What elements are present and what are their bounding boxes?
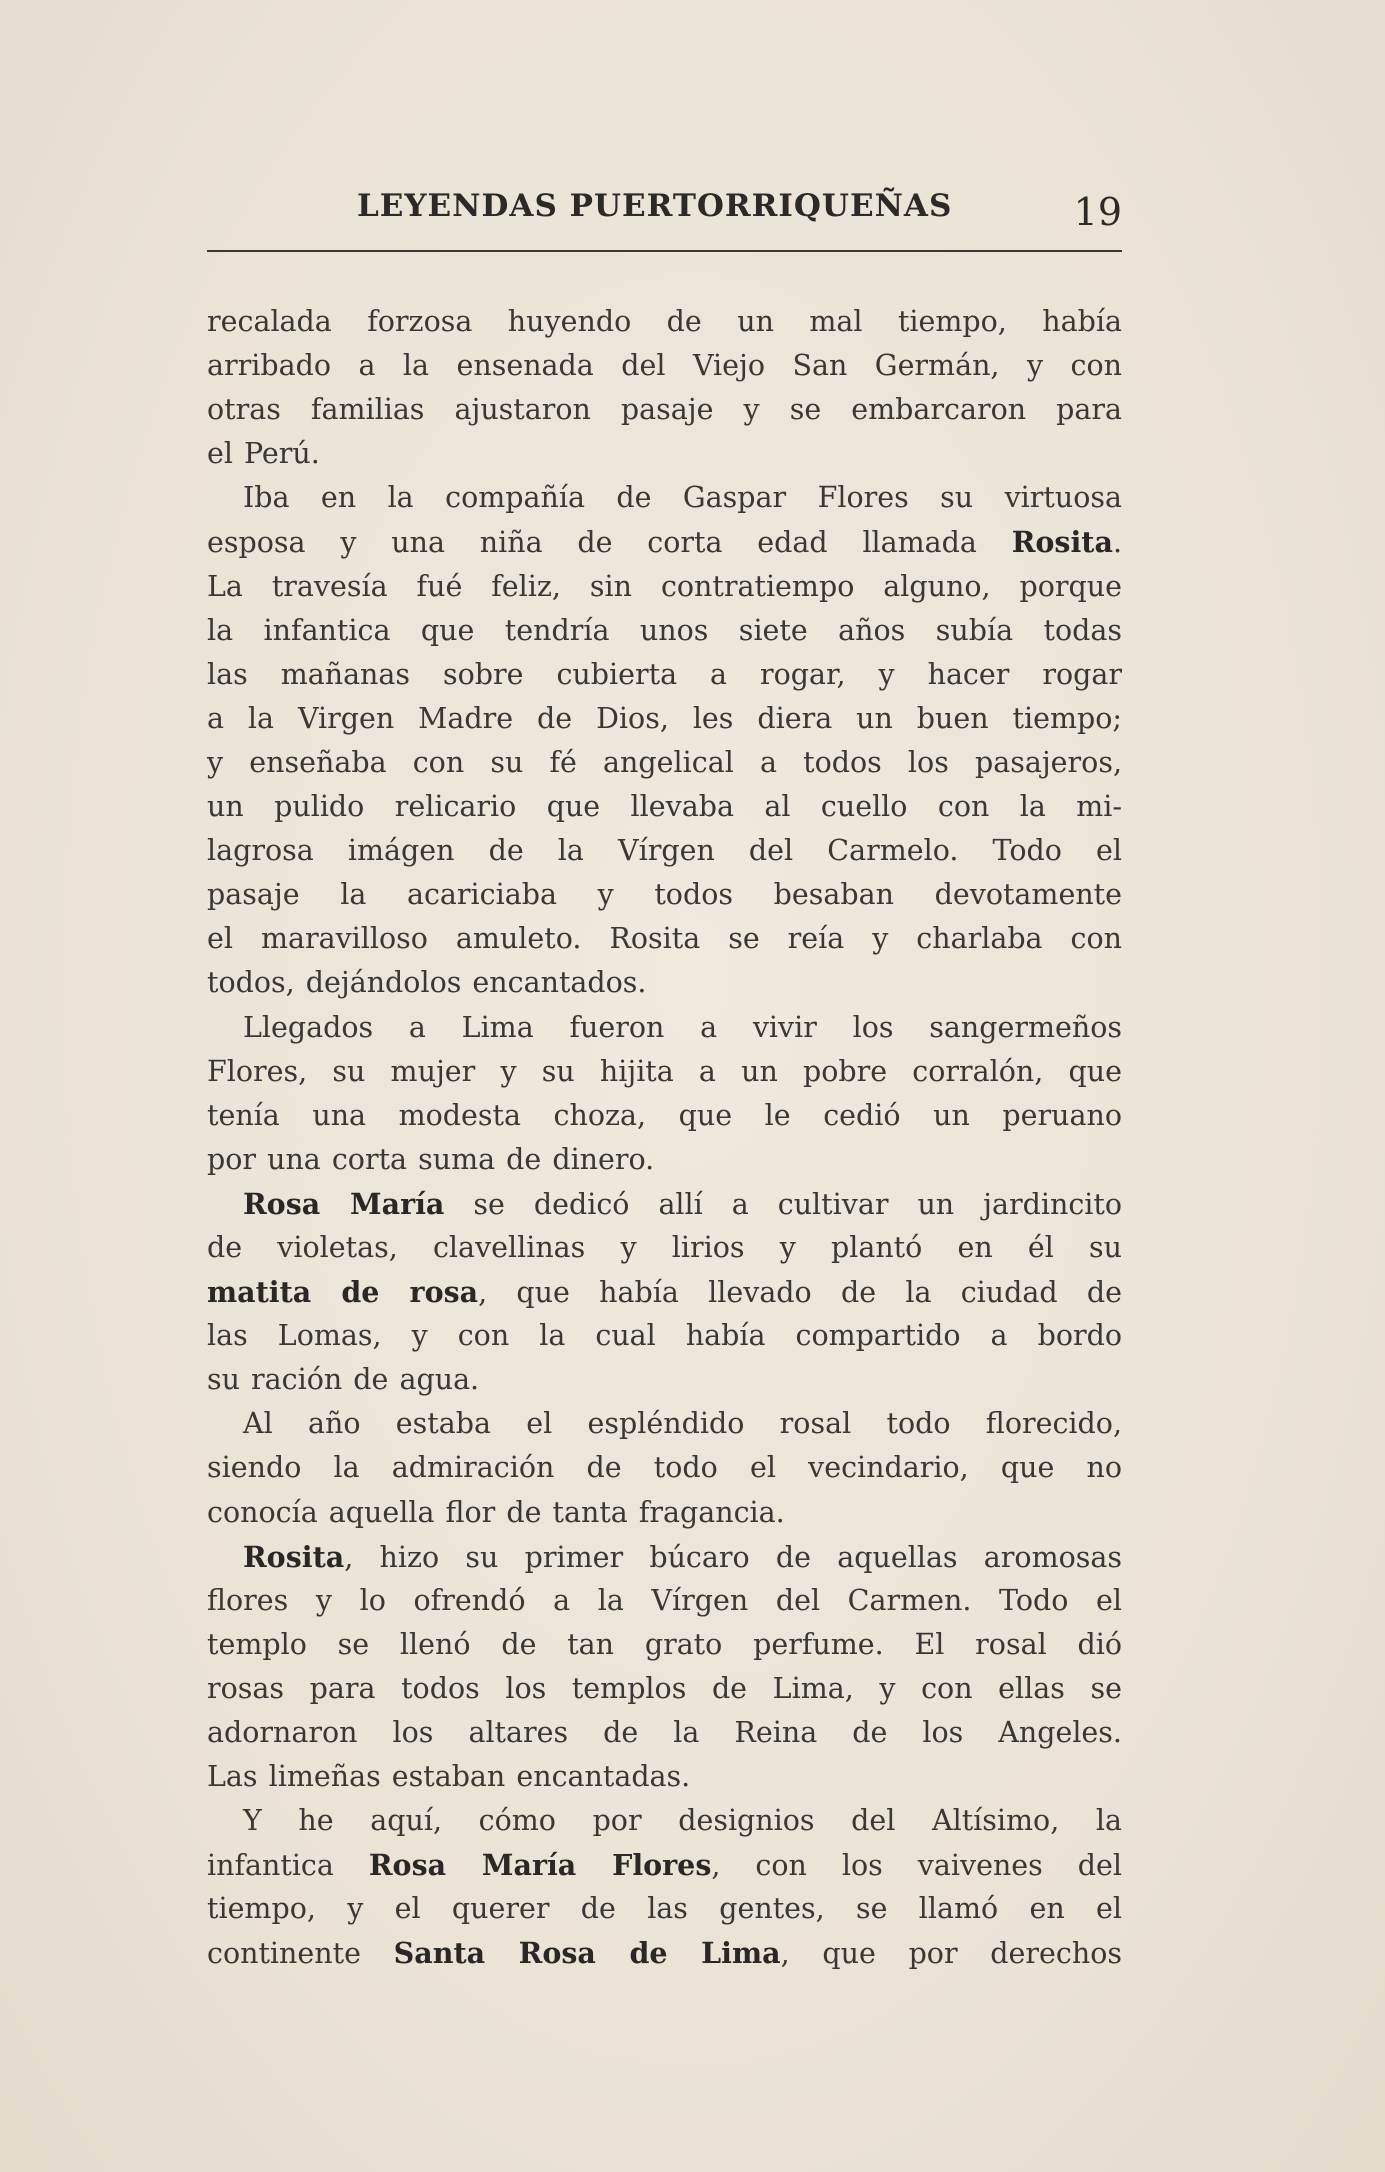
- text-line: [207, 1358, 1122, 1402]
- text-line: [207, 432, 1122, 476]
- text-line: [207, 1931, 1122, 1975]
- text-line: [207, 344, 1122, 388]
- text-line: [207, 520, 1122, 564]
- text-line: [207, 1579, 1122, 1623]
- text-line: [207, 1887, 1122, 1931]
- emphasized-text: Rosita: [1011, 525, 1113, 560]
- text-line: [207, 609, 1122, 653]
- text-line: [207, 1314, 1122, 1358]
- text-segment: esposa y una niña de corta edad llamada: [207, 526, 1012, 560]
- text-line: [207, 1402, 1122, 1446]
- text-segment: , hizo su primer búcaro de aquellas aromosas: [344, 1540, 1122, 1574]
- text-segment: adornaron los altares de la Reina de los Angeles.: [207, 1716, 1122, 1749]
- text-segment: , con los vaivenes del: [711, 1849, 1122, 1883]
- emphasized-text: matita de rosa: [207, 1275, 479, 1310]
- text-segment: tiempo, y el querer de las gentes, se llamó en el: [207, 1892, 1122, 1926]
- text-segment: Flores, su mujer y su hijita a un pobre corralón, que: [207, 1054, 1122, 1088]
- text-line: [207, 1843, 1122, 1887]
- text-line: [207, 1711, 1122, 1755]
- text-line: [207, 1006, 1122, 1050]
- text-line: [207, 1270, 1122, 1314]
- text-line: [207, 476, 1122, 520]
- page-number: 19: [1073, 190, 1122, 234]
- text-segment: otras familias ajustaron pasaje y se embarcaron para: [207, 393, 1122, 427]
- text-segment: , que había llevado de la ciudad de: [478, 1276, 1123, 1310]
- text-line: [207, 785, 1122, 829]
- text-segment: las mañanas sobre cubierta a rogar, y hacer rogar: [207, 657, 1122, 691]
- text-line: [207, 1799, 1122, 1843]
- text-line: [207, 917, 1122, 961]
- text-segment: de violetas, clavellinas y lirios y plantó en él su: [207, 1230, 1122, 1264]
- text-line: [207, 1491, 1122, 1535]
- text-segment: , que por derechos: [780, 1937, 1123, 1971]
- text-segment: infantica: [207, 1849, 369, 1883]
- text-segment: Iba en la compañía de Gaspar Flores su virtuosa: [243, 481, 1122, 515]
- text-segment: .: [1112, 526, 1122, 560]
- text-line: [207, 697, 1122, 741]
- text-line: [207, 1667, 1122, 1711]
- text-segment: la infantica que tendría unos siete años subía todas: [207, 613, 1122, 647]
- text-segment: Las limeñas estaban encantadas.: [207, 1760, 691, 1794]
- text-segment: Al año estaba el espléndido rosal todo florecido,: [243, 1407, 1122, 1441]
- text-segment: siendo la admiración de todo el vecindario, que no: [207, 1451, 1122, 1485]
- text-segment: a la Virgen Madre de Dios, les diera un buen tiempo;: [207, 701, 1122, 735]
- text-segment: el Perú.: [207, 437, 320, 471]
- text-segment: las Lomas, y con la cual había compartido a bordo: [207, 1319, 1122, 1353]
- text-segment: todos, dejándolos encantados.: [207, 966, 647, 1000]
- page-header: [207, 182, 1122, 252]
- running-head: LEYENDAS PUERTORRIQUEÑAS: [357, 188, 953, 224]
- text-line: [207, 829, 1122, 873]
- emphasized-text: Rosa María: [243, 1186, 445, 1221]
- emphasized-text: Rosita: [243, 1539, 345, 1574]
- text-line: [207, 388, 1122, 432]
- text-line: [207, 1226, 1122, 1270]
- text-segment: Y he aquí, cómo por designios del Altísimo, la: [243, 1804, 1122, 1838]
- text-line: [207, 873, 1122, 917]
- text-segment: pasaje la acariciaba y todos besaban devotamente: [207, 878, 1122, 912]
- text-segment: su ración de agua.: [207, 1363, 480, 1397]
- body-text: [207, 300, 1122, 1976]
- emphasized-text: Rosa María Flores: [368, 1848, 712, 1883]
- text-line: [207, 1623, 1122, 1667]
- text-line: [207, 300, 1122, 344]
- text-segment: La travesía fué feliz, sin contratiempo alguno, porque: [207, 569, 1122, 603]
- text-line: [207, 741, 1122, 785]
- text-segment: Llegados a Lima fueron a vivir los sangermeños: [243, 1010, 1122, 1044]
- text-line: [207, 1446, 1122, 1490]
- text-segment: arribado a la ensenada del Viejo San Germán, y con: [207, 349, 1122, 383]
- text-segment: flores y lo ofrendó a la Vírgen del Carmen. Todo el: [207, 1583, 1122, 1617]
- text-line: [207, 653, 1122, 697]
- text-line: [207, 1755, 1122, 1799]
- text-segment: recalada forzosa huyendo de un mal tiempo, había: [207, 305, 1122, 338]
- text-segment: conocía aquella flor de tanta fragancia.: [207, 1495, 785, 1529]
- text-line: [207, 1050, 1122, 1094]
- text-segment: se dedicó allí a cultivar un jardincito: [444, 1187, 1123, 1221]
- text-line: [207, 1182, 1122, 1226]
- text-segment: y enseñaba con su fé angelical a todos los pasajeros,: [207, 745, 1122, 779]
- header-rule: [207, 250, 1122, 252]
- text-segment: continente: [207, 1937, 394, 1971]
- text-line: [207, 565, 1122, 609]
- text-segment: tenía una modesta choza, que le cedió un peruano: [207, 1098, 1122, 1132]
- text-segment: rosas para todos los templos de Lima, y con ellas se: [207, 1671, 1122, 1705]
- text-segment: el maravilloso amuleto. Rosita se reía y charlaba con: [207, 922, 1122, 956]
- text-line: [207, 1535, 1122, 1579]
- text-segment: templo se llenó de tan grato perfume. El rosal dió: [207, 1627, 1122, 1661]
- text-segment: lagrosa imágen de la Vírgen del Carmelo. Todo el: [207, 834, 1122, 868]
- text-line: [207, 961, 1122, 1005]
- text-line: [207, 1138, 1122, 1182]
- text-line: [207, 1094, 1122, 1138]
- text-segment: un pulido relicario que llevaba al cuello con la mi-: [207, 790, 1122, 824]
- emphasized-text: Santa Rosa de Lima: [393, 1936, 781, 1971]
- text-segment: por una corta suma de dinero.: [207, 1142, 655, 1176]
